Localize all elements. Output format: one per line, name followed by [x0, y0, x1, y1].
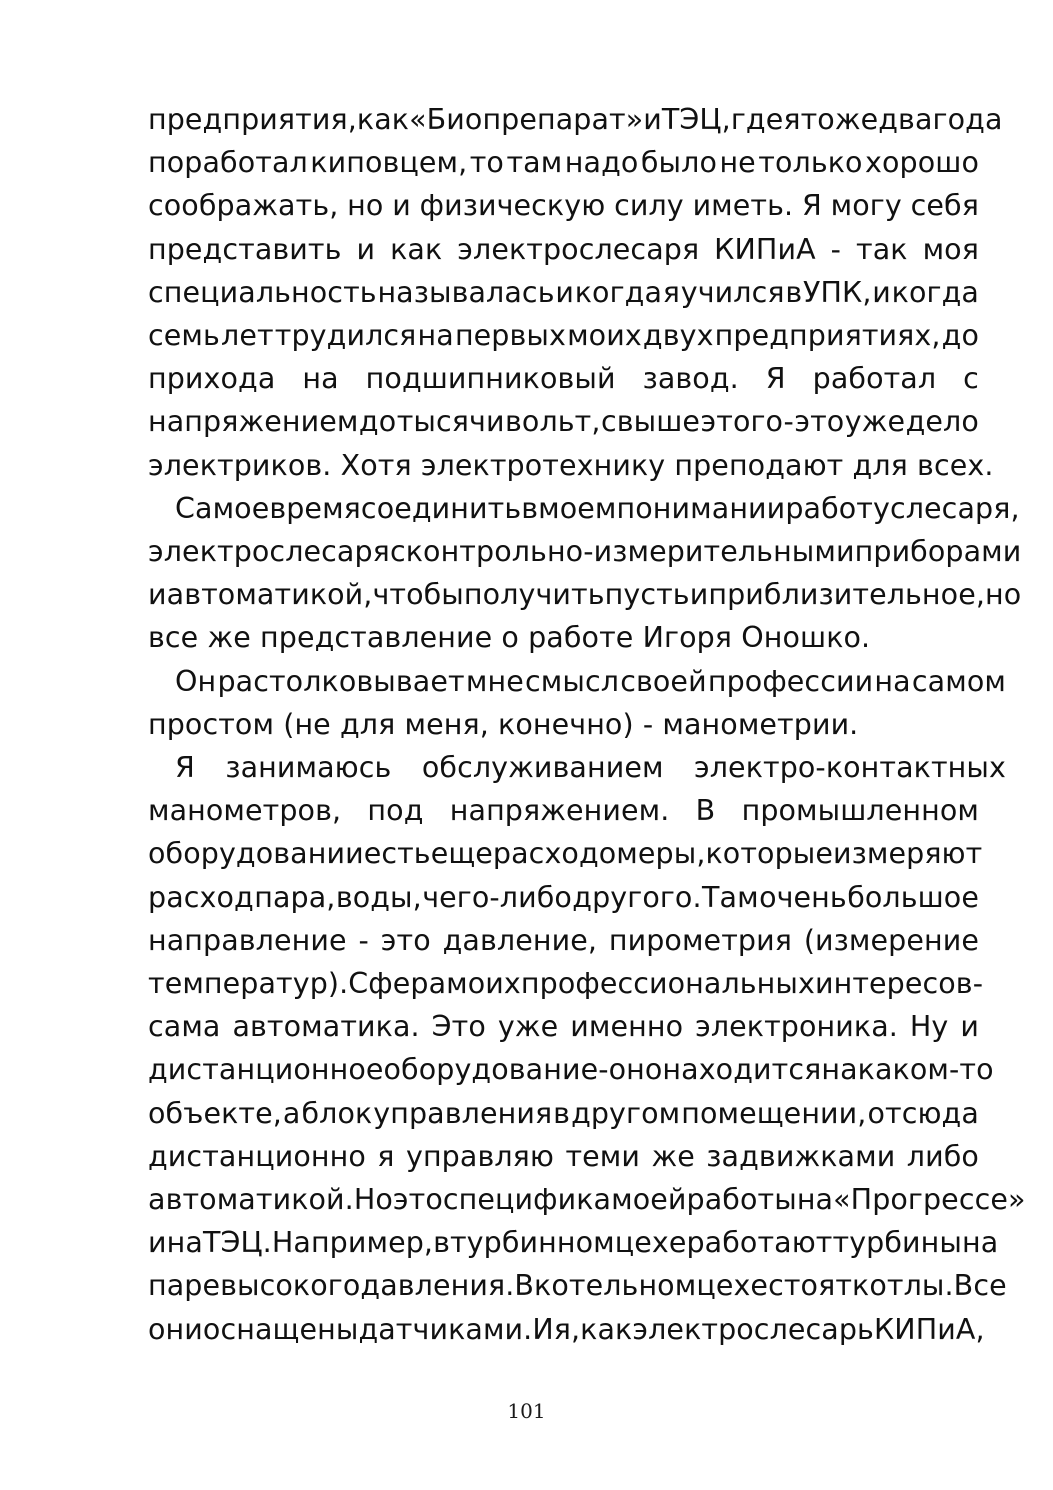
paragraph	[148, 98, 1003, 487]
word: Ну	[909, 1010, 949, 1044]
text-line	[148, 1135, 979, 1178]
text-line	[148, 660, 1006, 703]
word: двух	[642, 319, 714, 353]
word: года	[932, 103, 1003, 136]
word: но	[347, 189, 384, 223]
word: котлы.	[852, 1269, 954, 1303]
word: есть	[363, 837, 431, 871]
word: Там	[702, 880, 759, 914]
text-line	[148, 876, 979, 919]
word: -	[972, 967, 984, 1001]
word: высокого	[220, 1269, 361, 1303]
word: называлась	[377, 275, 555, 309]
word: на	[821, 1053, 858, 1087]
word: это	[794, 405, 845, 439]
word: свыше	[600, 405, 701, 439]
word: специфика	[442, 1183, 612, 1217]
word: пара,	[254, 880, 336, 914]
word: когда	[891, 275, 979, 309]
body-text-block	[148, 98, 1026, 1351]
word: я,	[553, 1312, 581, 1346]
word: автоматикой,	[166, 578, 373, 612]
word: работу	[785, 491, 890, 525]
word: это	[380, 923, 431, 957]
word: давления.	[360, 1269, 515, 1303]
text-line	[148, 530, 1022, 573]
word: электрослесаря	[148, 535, 390, 569]
word: на	[962, 1226, 999, 1260]
text-line	[148, 573, 1022, 616]
word: расходомеры,	[492, 837, 706, 871]
text-line	[148, 400, 979, 443]
word: напряжением	[148, 405, 359, 439]
word: интересов	[814, 967, 973, 1001]
word: напряжением.	[449, 794, 670, 828]
text-line	[148, 1092, 979, 1135]
word: Самое	[175, 491, 270, 525]
word: соображать,	[148, 189, 339, 223]
word: специальность	[148, 275, 377, 309]
word: ТЭЦ.	[202, 1226, 272, 1260]
word: моих	[446, 967, 521, 1001]
word: и	[689, 578, 709, 612]
word: работают	[686, 1226, 833, 1260]
word: время	[269, 491, 361, 525]
text-line	[148, 832, 983, 875]
word: каком-то	[857, 1053, 994, 1087]
word: котельном	[534, 1269, 697, 1303]
word: как	[580, 1312, 633, 1346]
word: дистанционное	[148, 1053, 384, 1087]
word: уже	[497, 1010, 559, 1044]
word: электроника.	[695, 1010, 898, 1044]
word: стоят	[768, 1269, 853, 1303]
word: в	[785, 275, 803, 309]
word: работы	[686, 1183, 797, 1217]
word: моя	[922, 232, 979, 266]
word: на	[166, 1226, 203, 1260]
word: турбины	[832, 1226, 963, 1260]
paragraph	[148, 746, 1026, 1351]
word: которые	[705, 837, 834, 871]
word: чтобы	[372, 578, 464, 612]
word: и	[148, 1226, 167, 1260]
word: расход	[148, 880, 254, 914]
word: пусть	[604, 578, 690, 612]
text-line	[148, 1308, 985, 1351]
word: трудился	[274, 319, 417, 353]
word: тоже	[800, 103, 879, 136]
word: Например,	[271, 1226, 434, 1260]
word: В	[695, 794, 716, 828]
word: хорошо	[865, 146, 979, 180]
word: как	[356, 103, 410, 136]
text-line	[148, 746, 1006, 789]
word: моем	[538, 491, 617, 525]
text-line	[148, 789, 979, 832]
word: приборами	[854, 535, 1022, 569]
word: получить	[463, 578, 605, 612]
word: Все	[953, 1269, 1007, 1303]
word: ТЭЦ,	[661, 103, 731, 136]
word: прихода	[148, 362, 276, 396]
word: на	[874, 664, 911, 698]
word: силу	[614, 189, 684, 223]
word: другом	[571, 1096, 681, 1130]
word: паре	[148, 1269, 221, 1303]
word: на	[302, 362, 339, 396]
word: УПК,	[803, 275, 872, 309]
text-line	[148, 962, 984, 1005]
word: очень	[759, 880, 847, 914]
text-line	[148, 1264, 1007, 1307]
word: давление,	[442, 923, 597, 957]
word: представить	[148, 232, 342, 266]
word: большое	[847, 880, 979, 914]
word: учился	[680, 275, 785, 309]
word: до	[358, 405, 397, 439]
text-line	[148, 1048, 994, 1091]
word: цехе	[614, 1226, 687, 1260]
word: я	[662, 275, 681, 309]
word: -	[783, 405, 794, 439]
word: два	[878, 103, 933, 136]
word: В	[514, 1269, 535, 1303]
word: объекте,	[148, 1096, 282, 1130]
word: отсюда	[867, 1096, 979, 1130]
word: промышленном	[741, 794, 979, 828]
text-line	[148, 487, 1020, 530]
word: подшипниковый	[365, 362, 616, 396]
word: завод.	[642, 362, 739, 396]
word: с	[963, 362, 979, 396]
word: поработал	[148, 146, 308, 180]
word: только	[758, 146, 863, 180]
word: на	[796, 1183, 834, 1217]
word: мне	[465, 664, 524, 698]
word: и	[960, 1010, 979, 1044]
text-line: электриков. Хотя электротехнику преподают для всех.	[148, 448, 994, 482]
word: уже	[844, 405, 906, 439]
word: датчиками.	[358, 1312, 533, 1346]
word: измеряют	[833, 837, 983, 871]
word: семь	[148, 319, 220, 353]
text-line	[148, 1005, 979, 1048]
word: электрослесарь	[632, 1312, 874, 1346]
word: «Биопрепарат»	[409, 103, 644, 136]
word: этого	[700, 405, 784, 439]
word: растолковывает	[217, 664, 465, 698]
word: физическую	[419, 189, 606, 223]
word: теми	[565, 1139, 640, 1173]
word: «Прогрессе»	[833, 1183, 1026, 1217]
word: манометров,	[148, 794, 342, 828]
word: под	[367, 794, 424, 828]
word: приблизительное,	[708, 578, 985, 612]
word: то	[469, 146, 504, 180]
word: находится	[662, 1053, 822, 1087]
word: где	[730, 103, 784, 136]
word: могу	[830, 189, 902, 223]
word: вольт,	[505, 405, 601, 439]
word: дело	[905, 405, 979, 439]
word: предприятия,	[148, 103, 357, 136]
word: смысл	[525, 664, 620, 698]
word: воды,	[335, 880, 422, 914]
word: температур).	[148, 967, 349, 1001]
word: именно	[570, 1010, 684, 1044]
word: оснащены	[202, 1312, 359, 1346]
word: цехе	[696, 1269, 769, 1303]
word: сама	[148, 1010, 221, 1044]
word: до	[941, 319, 979, 353]
word: самом	[911, 664, 1006, 698]
word: там	[506, 146, 563, 180]
word: но	[985, 578, 1022, 612]
word: моей	[611, 1183, 687, 1217]
word: профессии	[707, 664, 874, 698]
page-number: 101	[507, 1399, 546, 1423]
word: -	[358, 923, 369, 957]
word: блок	[301, 1096, 373, 1130]
word: направление	[148, 923, 347, 957]
word: как	[390, 232, 443, 266]
word: И	[532, 1312, 554, 1346]
word: задвижками	[706, 1139, 896, 1173]
word: помещении,	[681, 1096, 867, 1130]
word: Он	[175, 664, 217, 698]
word: моих	[567, 319, 642, 353]
word: пирометрия	[608, 923, 792, 957]
word: занимаюсь	[225, 751, 392, 785]
word: предприятиях,	[714, 319, 941, 353]
word: не	[719, 146, 756, 180]
text-line	[148, 314, 979, 357]
word: оборудовании	[148, 837, 364, 871]
word: было	[640, 146, 717, 180]
word: Но	[353, 1183, 393, 1217]
word: Я	[801, 189, 822, 223]
word: автоматика.	[232, 1010, 420, 1044]
word: управления	[373, 1096, 553, 1130]
word: обслуживанием	[421, 751, 664, 785]
word: работал	[812, 362, 937, 396]
word: и	[872, 275, 891, 309]
word: иметь.	[692, 189, 794, 223]
word: и	[643, 103, 662, 136]
word: турбинном	[449, 1226, 615, 1260]
word: это	[392, 1183, 443, 1217]
word: так	[856, 232, 908, 266]
word: (измерение	[803, 923, 979, 957]
word: соединить	[360, 491, 522, 525]
word: электро-контактных	[694, 751, 1006, 785]
word: оно	[608, 1053, 663, 1087]
word: оборудование	[383, 1053, 599, 1087]
word: и	[555, 275, 574, 309]
word: тысячи	[396, 405, 505, 439]
word: они	[148, 1312, 203, 1346]
word: Это	[431, 1010, 486, 1044]
word: слесаря,	[889, 491, 1020, 525]
word: я	[783, 103, 801, 136]
text-line	[148, 228, 979, 271]
word: Я	[175, 751, 195, 785]
text-line	[148, 1221, 999, 1264]
word: управляю	[405, 1139, 554, 1173]
text-line: все же представление о работе Игоря Оношко.	[148, 621, 871, 655]
word: электрослесаря	[457, 232, 700, 266]
text-line	[148, 141, 979, 184]
word: себя	[910, 189, 979, 223]
word: чего-либо	[422, 880, 572, 914]
word: в	[553, 1096, 571, 1130]
word: на	[417, 319, 454, 353]
word: своей	[620, 664, 707, 698]
word: понимании	[616, 491, 786, 525]
text-line	[148, 98, 1003, 141]
word: в	[433, 1226, 450, 1260]
word: контрольно-измерительными	[405, 535, 855, 569]
word: надо	[564, 146, 639, 180]
word: КИПиА,	[873, 1312, 985, 1346]
word: автоматикой.	[148, 1183, 354, 1217]
word: профессиональных	[520, 967, 815, 1001]
text-line	[148, 1178, 1026, 1221]
word: дистанционно	[148, 1139, 366, 1173]
text-line	[148, 357, 979, 400]
word: другого.	[572, 880, 702, 914]
word: лет	[221, 319, 274, 353]
word: и	[356, 232, 376, 266]
word: а	[282, 1096, 301, 1130]
word: с	[389, 535, 406, 569]
word: -	[598, 1053, 609, 1087]
word: киповцем,	[310, 146, 468, 180]
text-line: простом (не для меня, конечно) - манометрии.	[148, 707, 859, 741]
word: же	[651, 1139, 695, 1173]
word: и	[392, 189, 411, 223]
word: и	[148, 578, 167, 612]
word: Я	[765, 362, 786, 396]
word: первых	[454, 319, 566, 353]
word: еще	[430, 837, 493, 871]
word: КИПиА	[714, 232, 816, 266]
word: я	[377, 1139, 395, 1173]
word: когда	[574, 275, 663, 309]
word: Сфера	[348, 967, 447, 1001]
paragraph	[148, 487, 1022, 660]
paragraph	[148, 660, 1006, 746]
text-line	[148, 271, 979, 314]
text-line	[148, 919, 979, 962]
text-line	[148, 184, 979, 227]
word: в	[521, 491, 539, 525]
word: -	[830, 232, 842, 266]
word: либо	[906, 1139, 979, 1173]
